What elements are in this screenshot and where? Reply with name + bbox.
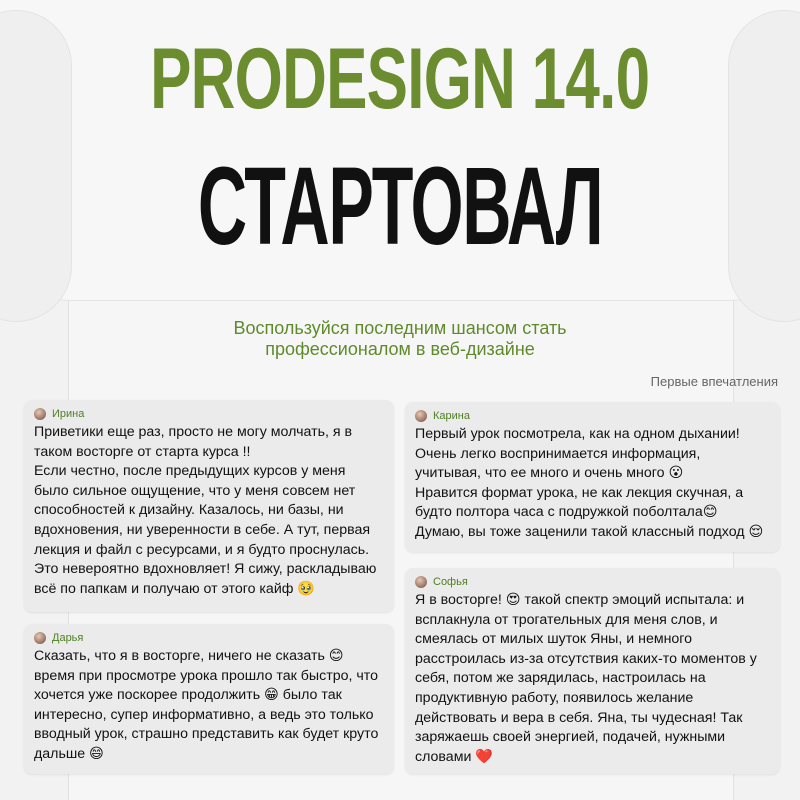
title-started-text: СТАРТОВАЛ xyxy=(197,145,603,268)
review-header xyxy=(415,410,768,422)
review-header xyxy=(415,576,768,588)
title-started xyxy=(0,145,800,268)
title-prodesign xyxy=(0,31,800,127)
impressions-label: Первые впечатления xyxy=(650,374,778,389)
review-header xyxy=(34,632,382,644)
review-author: Ирина xyxy=(52,408,85,420)
review-author: Дарья xyxy=(52,632,84,644)
review-card-sofya xyxy=(405,568,780,774)
title-prodesign-text: PRODESIGN 14.0 xyxy=(150,31,650,127)
review-card-irina xyxy=(24,400,394,612)
avatar xyxy=(34,408,46,420)
review-card-darya xyxy=(24,624,394,774)
review-text: Приветики еще раз, просто не могу молчать, я в таком восторге от старта курса !! Если честно, после предыдущих курсов у меня было сильное ощущение, что у меня совсем нет способностей к дизайну. Казалось, ни базы, ни вдохновения, ни уверенности в себе. А тут, первая лекция и файл с ресурсами, и я будто проснулась. Это невероятно вдохновляет! Я сижу, раскладываю всё по папкам и получаю от этого кайф 🥹 xyxy=(34,424,377,597)
subtitle-line-2: профессионалом в веб-дизайне xyxy=(265,339,535,359)
subtitle-line-1: Воспользуйся последним шансом стать xyxy=(233,318,567,338)
review-author: Софья xyxy=(433,576,468,588)
review-author: Карина xyxy=(433,410,470,422)
avatar xyxy=(34,632,46,644)
subtitle xyxy=(0,318,800,360)
avatar xyxy=(415,410,427,422)
review-text: Я в восторге! 😍 такой спектр эмоций испытала: и всплакнула от трогательных для меня слов, и смеялась от милых шуток Яны, и немного расстроилась из-за отсутствия каких-то моментов у себя, потом же зарядилась, настроилась на продуктивную работу, появилось желание действовать и вера в себя. Яна, ты чудесная! Так заряжаешь своей энергией, подачей, нужными словами ❤️ xyxy=(415,592,757,765)
review-card-karina xyxy=(405,402,780,552)
review-text: Первый урок посмотрела, как на одном дыхании! Очень легко воспринимается информация, учитывая, что ее много и очень много 😮 Нравится формат урока, не как лекция скучная, а будто полтора часа с подружкой поболтала😊 Думаю, вы тоже заценили такой классный подход 😌 xyxy=(415,426,764,540)
review-text: Сказать, что я в восторге, ничего не сказать 😊 время при просмотре урока прошло так быстро, что хочется уже поскорее продолжить 😁 было так интересно, супер информативно, а ведь это только вводный урок, страшно представить как будет круто дальше 😄 xyxy=(34,648,379,762)
avatar xyxy=(415,576,427,588)
review-header xyxy=(34,408,382,420)
